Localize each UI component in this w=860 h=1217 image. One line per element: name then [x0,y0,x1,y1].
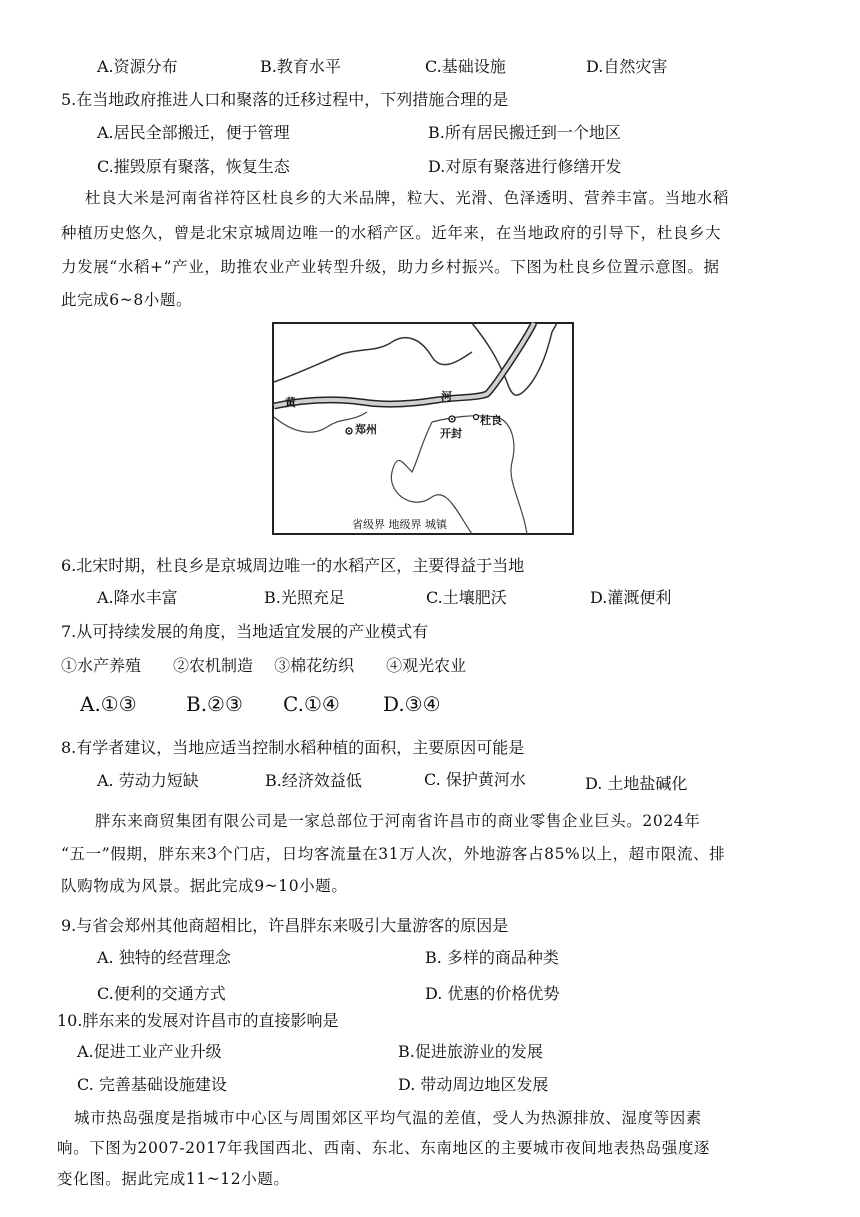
passage2-line-1: 胖东来商贸集团有限公司是一家总部位于河南省许昌市的商业零售企业巨头。2024年 [95,812,701,830]
q5-option-c: C.摧毁原有聚落，恢复生态 [97,157,290,176]
q7-items: ①水产养殖 ②农机制造 ③棉花纺织 ④观光农业 [61,656,467,675]
q6-stem: 6.北宋时期，杜良乡是京城周边唯一的水稻产区，主要得益于当地 [61,556,525,575]
q7-option-a: A.①③ [80,692,137,716]
map-legend: 省级界 地级界 城镇 [352,518,447,531]
passage3-line-2: 响。下图为2007-2017年我国西北、西南、东北、东南地区的主要城市夜间地表热岛强度逐 [57,1139,711,1157]
city-label-zhengzhou: 郑州 [355,423,377,436]
passage2-line-3: 队购物成为风景。据此完成9~10小题。 [61,877,348,895]
q10-option-d: D. 带动周边地区发展 [398,1075,549,1094]
q5-stem: 5.在当地政府推进人口和聚落的迁移过程中，下列措施合理的是 [61,90,509,109]
q4-option-a: A.资源分布 [97,57,178,76]
q7-option-b: B.②③ [186,692,243,716]
q5-option-d: D.对原有聚落进行修缮开发 [428,157,622,176]
q8-option-a: A. 劳动力短缺 [97,771,199,790]
q8-option-c: C. 保护黄河水 [424,770,526,789]
passage1-line-4: 此完成6~8小题。 [61,291,193,309]
q7-stem: 7.从可持续发展的角度，当地适宜发展的产业模式有 [61,622,429,641]
town-label-duliang: 杜良 [480,414,502,427]
q10-option-b: B.促进旅游业的发展 [398,1042,543,1061]
q4-option-b: B.教育水平 [260,57,341,76]
passage3-line-3: 变化图。据此完成11~12小题。 [57,1170,290,1188]
q4-option-d: D.自然灾害 [586,57,668,76]
q9-stem: 9.与省会郑州其他商超相比，许昌胖东来吸引大量游客的原因是 [61,916,509,935]
q6-option-c: C.土壤肥沃 [426,588,507,607]
duliang-marker [474,415,479,420]
q7-option-c: C.①④ [283,692,340,716]
q10-stem: 10.胖东来的发展对许昌市的直接影响是 [57,1011,339,1030]
q8-option-b: B.经济效益低 [265,771,362,790]
duliang-location-map [272,322,574,535]
river-label-2: 河 [441,390,452,403]
q5-option-b: B.所有居民搬迁到一个地区 [428,123,621,142]
map-frame [273,323,573,534]
q7-option-d: D.③④ [383,692,441,716]
q6-option-b: B.光照充足 [264,588,345,607]
q6-option-d: D.灌溉便利 [590,588,672,607]
river-label-1: 黄 [285,396,296,409]
q5-option-a: A.居民全部搬迁，便于管理 [97,123,290,142]
city-label-kaifeng: 开封 [440,427,462,440]
q9-option-a: A. 独特的经营理念 [97,948,231,967]
q10-option-c: C. 完善基础设施建设 [77,1075,227,1094]
q10-option-a: A.促进工业产业升级 [77,1042,222,1061]
q9-option-d: D. 优惠的价格优势 [425,984,560,1003]
q9-option-b: B. 多样的商品种类 [425,948,559,967]
passage1-line-2: 种植历史悠久，曾是北宋京城周边唯一的水稻产区。近年来，在当地政府的引导下，杜良乡大 [61,224,722,242]
passage1-line-3: 力发展“水稻+”产业，助推农业产业转型升级，助力乡村振兴。下图为杜良乡位置示意图。据 [61,258,720,276]
passage3-line-1: 城市热岛强度是指城市中心区与周围郊区平均气温的差值，受人为热源排放、湿度等因素 [74,1109,702,1127]
q8-stem: 8.有学者建议，当地应适当控制水稻种植的面积，主要原因可能是 [61,738,525,757]
passage1-line-1: 杜良大米是河南省祥符区杜良乡的大米品牌，粒大、光滑、色泽透明、营养丰富。当地水稻 [85,189,730,207]
q6-option-a: A.降水丰富 [97,588,178,607]
passage2-line-2: “五一”假期，胖东来3个门店，日均客流量在31万人次，外地游客占85%以上，超市限流、排 [61,845,726,863]
q9-option-c: C.便利的交通方式 [97,984,226,1003]
q8-option-d: D. 土地盐碱化 [585,774,688,793]
q4-option-c: C.基础设施 [425,57,506,76]
